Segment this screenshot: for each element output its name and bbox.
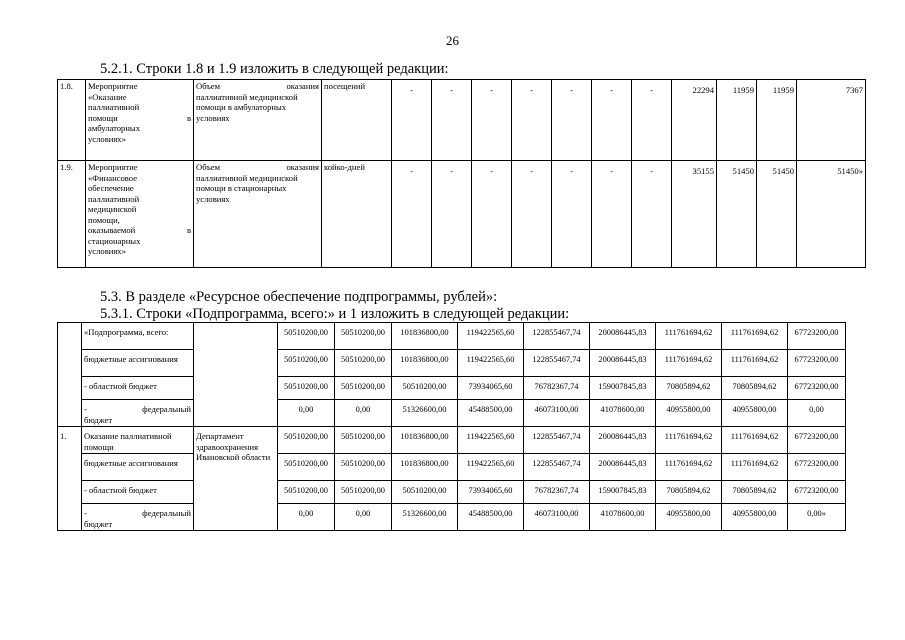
resource-value: 50510200,00 xyxy=(335,481,392,504)
resource-row xyxy=(58,377,846,400)
resource-row xyxy=(58,427,846,454)
resource-value: 111761694,62 xyxy=(722,454,788,481)
event-value: 51450» xyxy=(797,161,866,268)
resource-label-line xyxy=(84,508,191,519)
section-heading-5-3-1: 5.3.1. Строки «Подпрограмма, всего:» и 1 изложить в следующей редакции: xyxy=(100,306,570,322)
event-empty-value: - xyxy=(592,161,632,268)
resource-value: 119422565,60 xyxy=(458,427,524,454)
event-name-justified-word: в xyxy=(186,112,191,123)
section-heading-5-3: 5.3. В разделе «Ресурсное обеспечение подпрограммы, рублей»: xyxy=(100,289,498,305)
resource-value: 51326600,00 xyxy=(392,504,458,531)
resource-value: 111761694,62 xyxy=(656,323,722,350)
resource-value: 73934065,60 xyxy=(458,377,524,400)
resource-value: 111761694,62 xyxy=(656,350,722,377)
resource-table xyxy=(57,322,846,531)
event-name-line: «Оказание xyxy=(88,91,127,102)
resource-row xyxy=(58,481,846,504)
resource-value: 67723200,00 xyxy=(788,454,846,481)
resource-label: - областной бюджет xyxy=(82,481,194,504)
event-name-line: обеспечение xyxy=(88,183,134,193)
resource-value: 122855467,74 xyxy=(524,454,590,481)
resource-value: 50510200,00 xyxy=(278,454,335,481)
resource-value: 67723200,00 xyxy=(788,481,846,504)
section-heading-5-2-1: 5.2.1. Строки 1.8 и 1.9 изложить в следующей редакции: xyxy=(100,61,449,77)
event-value: 22294 xyxy=(672,80,717,161)
event-empty-value: - xyxy=(512,80,552,161)
resource-row xyxy=(58,350,846,377)
event-unit: посещений xyxy=(322,80,392,161)
resource-value: 0,00 xyxy=(788,400,846,427)
resource-value: 0,00 xyxy=(335,400,392,427)
resource-value: 70805894,62 xyxy=(656,377,722,400)
event-value: 51450 xyxy=(757,161,797,268)
resource-value: 70805894,62 xyxy=(722,481,788,504)
event-indicator xyxy=(194,161,322,268)
event-empty-value: - xyxy=(592,80,632,161)
event-name-line: условиях» xyxy=(88,246,126,256)
event-name-justified xyxy=(88,225,191,236)
event-empty-value: - xyxy=(392,161,432,268)
resource-value: 111761694,62 xyxy=(722,323,788,350)
event-name-line: стационарных xyxy=(88,235,141,246)
resource-value: 0,00 xyxy=(335,504,392,531)
resource-value: 46073100,00 xyxy=(524,400,590,427)
event-empty-value: - xyxy=(552,80,592,161)
resource-value: 50510200,00 xyxy=(335,377,392,400)
event-indicator-first xyxy=(196,81,319,92)
resource-value: 119422565,60 xyxy=(458,350,524,377)
event-empty-value: - xyxy=(432,80,472,161)
resource-value: 122855467,74 xyxy=(524,427,590,454)
event-name-line: Мероприятие xyxy=(88,162,138,172)
event-indicator xyxy=(194,80,322,161)
event-value: 11959 xyxy=(717,80,757,161)
resource-value: 50510200,00 xyxy=(335,323,392,350)
resource-value: 101836800,00 xyxy=(392,427,458,454)
resource-value: 0,00» xyxy=(788,504,846,531)
event-empty-value: - xyxy=(472,80,512,161)
resource-value: 51326600,00 xyxy=(392,400,458,427)
resource-value: 50510200,00 xyxy=(335,350,392,377)
event-number: 1.8. xyxy=(58,80,86,161)
event-indicator-rest: паллиативной медицинской помощи в амбулаторных условиях xyxy=(196,91,298,123)
resource-label-line xyxy=(84,404,191,415)
resource-value: 40955800,00 xyxy=(656,504,722,531)
event-value: 51450 xyxy=(717,161,757,268)
resource-number xyxy=(58,323,82,427)
event-empty-value: - xyxy=(512,161,552,268)
event-name-line: паллиативной xyxy=(88,102,140,112)
resource-value: 200086445,83 xyxy=(590,350,656,377)
resource-value: 122855467,74 xyxy=(524,323,590,350)
resource-value: 101836800,00 xyxy=(392,350,458,377)
event-name xyxy=(86,80,194,161)
resource-value: 119422565,60 xyxy=(458,323,524,350)
resource-label-line: бюджет xyxy=(84,414,113,425)
resource-label: бюджетные ассигнования xyxy=(82,350,194,377)
resource-value: 70805894,62 xyxy=(656,481,722,504)
event-empty-value: - xyxy=(632,80,672,161)
resource-value: 46073100,00 xyxy=(524,504,590,531)
resource-value: 70805894,62 xyxy=(722,377,788,400)
resource-label-line-word: - xyxy=(84,404,87,414)
resource-value: 73934065,60 xyxy=(458,481,524,504)
resource-value: 200086445,83 xyxy=(590,427,656,454)
resource-label-line-word: федеральный xyxy=(142,508,191,518)
resource-value: 200086445,83 xyxy=(590,454,656,481)
event-name-line: медицинской xyxy=(88,204,137,214)
event-indicator-first-word: оказания xyxy=(286,162,319,172)
resource-value: 76782367,74 xyxy=(524,481,590,504)
event-empty-value: - xyxy=(632,161,672,268)
resource-value: 101836800,00 xyxy=(392,454,458,481)
event-value: 35155 xyxy=(672,161,717,268)
resource-value: 76782367,74 xyxy=(524,377,590,400)
resource-value: 111761694,62 xyxy=(722,350,788,377)
resource-row xyxy=(58,323,846,350)
resource-value: 50510200,00 xyxy=(278,377,335,400)
resource-value: 45488500,00 xyxy=(458,400,524,427)
resource-number: 1. xyxy=(58,427,82,531)
resource-value: 50510200,00 xyxy=(278,350,335,377)
resource-value: 50510200,00 xyxy=(335,454,392,481)
resource-label: «Подпрограмма, всего: xyxy=(82,323,194,350)
event-indicator-first-word: Объем xyxy=(196,162,221,172)
resource-row xyxy=(58,454,846,481)
resource-label xyxy=(82,504,194,531)
resource-value: 41078600,00 xyxy=(590,504,656,531)
page-number: 26 xyxy=(446,33,459,48)
resource-value: 67723200,00 xyxy=(788,323,846,350)
resource-value: 50510200,00 xyxy=(335,427,392,454)
resource-value: 111761694,62 xyxy=(656,427,722,454)
resource-value: 111761694,62 xyxy=(656,454,722,481)
resource-value: 41078600,00 xyxy=(590,400,656,427)
resource-label: бюджетные ассигнования xyxy=(82,454,194,481)
resource-value: 40955800,00 xyxy=(722,504,788,531)
resource-value: 50510200,00 xyxy=(392,481,458,504)
event-empty-value: - xyxy=(552,161,592,268)
resource-value: 119422565,60 xyxy=(458,454,524,481)
event-name-justified-word: в xyxy=(186,225,191,235)
resource-label: Оказание паллиативной помощи xyxy=(82,427,194,454)
resource-label xyxy=(82,400,194,427)
resource-value: 122855467,74 xyxy=(524,350,590,377)
resource-value: 67723200,00 xyxy=(788,350,846,377)
event-unit: койко-дней xyxy=(322,161,392,268)
resource-value: 50510200,00 xyxy=(278,481,335,504)
resource-label-line-word: федеральный xyxy=(142,404,191,414)
resource-value: 0,00 xyxy=(278,400,335,427)
event-indicator-rest: паллиативной медицинской помощи в стационарных условиях xyxy=(196,172,298,204)
resource-value: 50510200,00 xyxy=(278,323,335,350)
event-row xyxy=(58,80,866,161)
resource-value: 45488500,00 xyxy=(458,504,524,531)
event-name-line: Мероприятие xyxy=(88,81,138,91)
event-value: 11959 xyxy=(757,80,797,161)
resource-row xyxy=(58,400,846,427)
resource-value: 40955800,00 xyxy=(656,400,722,427)
resource-label-line: бюджет xyxy=(84,518,113,529)
event-name-line: паллиативной xyxy=(88,193,140,204)
event-row xyxy=(58,161,866,268)
resource-value: 159007845,83 xyxy=(590,377,656,400)
event-empty-value: - xyxy=(472,161,512,268)
event-value: 7367 xyxy=(797,80,866,161)
resource-executor: Департамент здравоохранения Ивановской области xyxy=(194,427,278,531)
event-empty-value: - xyxy=(432,161,472,268)
event-name-line: условиях» xyxy=(88,133,126,144)
resource-value: 67723200,00 xyxy=(788,427,846,454)
resource-value: 111761694,62 xyxy=(722,427,788,454)
event-indicator-first-word: Объем xyxy=(196,81,221,91)
event-name-justified xyxy=(88,113,191,124)
event-name-line: помощи, xyxy=(88,214,120,225)
resource-executor-blank xyxy=(194,323,278,427)
event-empty-value: - xyxy=(392,80,432,161)
resource-label: - областной бюджет xyxy=(82,377,194,400)
resource-value: 200086445,83 xyxy=(590,323,656,350)
resource-value: 0,00 xyxy=(278,504,335,531)
event-name-justified-word: помощи xyxy=(88,112,118,123)
events-table xyxy=(57,79,866,268)
event-name-justified-word: оказываемой xyxy=(88,225,136,235)
resource-row xyxy=(58,504,846,531)
resource-value: 50510200,00 xyxy=(278,427,335,454)
resource-label-line-word: - xyxy=(84,508,87,518)
resource-value: 101836800,00 xyxy=(392,323,458,350)
resource-value: 50510200,00 xyxy=(392,377,458,400)
event-indicator-first-word: оказания xyxy=(286,81,319,91)
resource-value: 40955800,00 xyxy=(722,400,788,427)
resource-value: 159007845,83 xyxy=(590,481,656,504)
event-name-line: амбулаторных xyxy=(88,123,141,133)
event-number: 1.9. xyxy=(58,161,86,268)
event-name xyxy=(86,161,194,268)
event-name-line: «Финансовое xyxy=(88,172,138,183)
event-indicator-first xyxy=(196,162,319,173)
resource-value: 67723200,00 xyxy=(788,377,846,400)
